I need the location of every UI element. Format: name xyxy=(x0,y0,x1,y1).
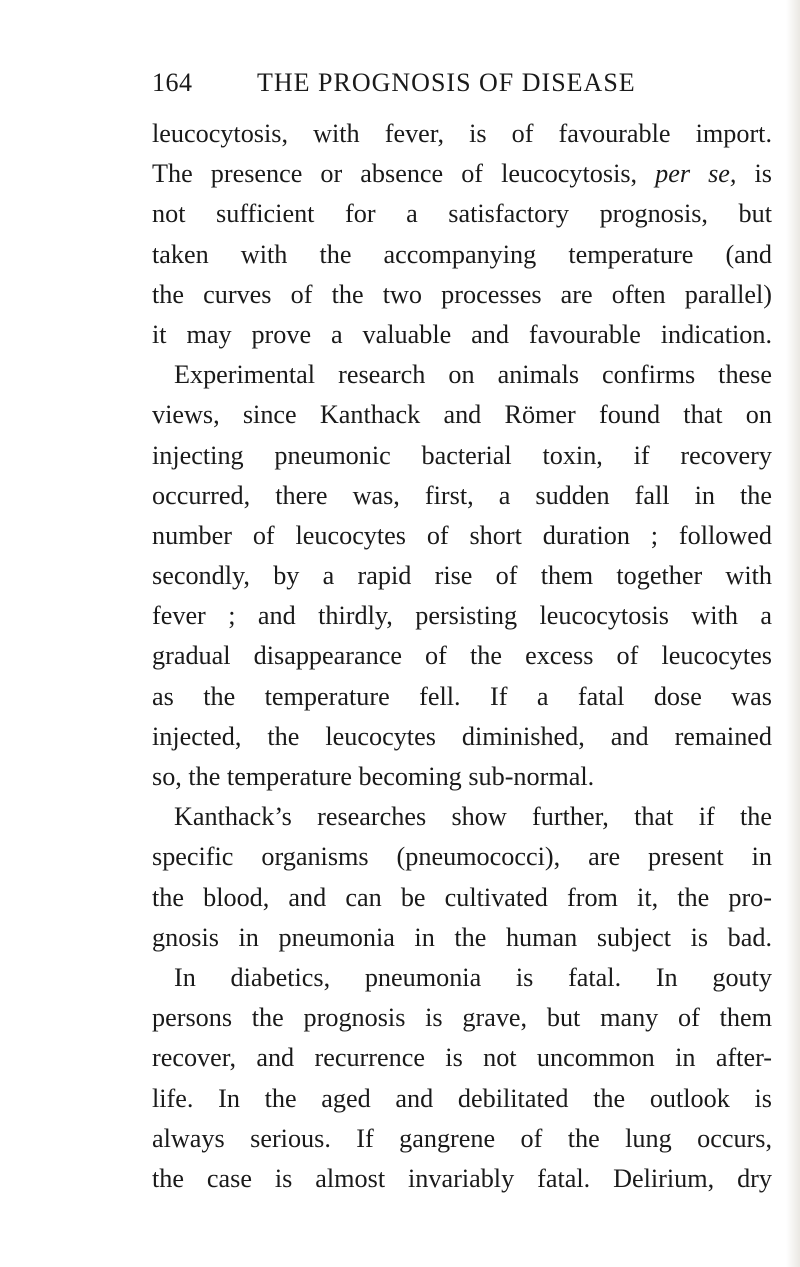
text-line: not sufficient for a satisfactory prognosis, but xyxy=(152,199,772,229)
page-number: 164 xyxy=(152,68,193,97)
text-line: Kanthack’s researches show further, that if the xyxy=(174,802,772,832)
book-page xyxy=(152,64,772,1199)
text-line: the blood, and can be cultivated from it, the pro- xyxy=(152,882,772,912)
text-line: always serious. If gangrene of the lung occurs, xyxy=(152,1123,772,1153)
text-line: the curves of the two processes are often parallel) xyxy=(152,279,772,309)
text-line xyxy=(152,154,772,194)
text-line: number of leucocytes of short duration ; followed xyxy=(152,520,772,550)
italic-phrase: per se, xyxy=(655,159,737,189)
text-segment: The presence or absence of leucocytosis, xyxy=(152,159,656,189)
text-line: recover, and recurrence is not uncommon in after- xyxy=(152,1043,772,1073)
text-line: specific organisms (pneumococci), are present in xyxy=(152,842,772,872)
running-title: THE PROGNOSIS OF DISEASE xyxy=(257,68,636,97)
text-line: the case is almost invariably fatal. Delirium, dry xyxy=(152,1163,772,1193)
text-line: injecting pneumonic bacterial toxin, if recovery xyxy=(152,440,772,470)
text-line: Experimental research on animals confirms these xyxy=(174,360,772,390)
text-line: occurred, there was, first, a sudden fall in the xyxy=(152,480,772,510)
text-line: secondly, by a rapid rise of them together with xyxy=(152,561,772,591)
text-line: leucocytosis, with fever, is of favourable import. xyxy=(152,119,772,148)
text-line: so, the temperature becoming sub-normal. xyxy=(152,762,595,791)
text-segment: is xyxy=(736,159,772,189)
text-line: gradual disappearance of the excess of leucocytes xyxy=(152,641,772,671)
text-line: views, since Kanthack and Römer found that on xyxy=(152,400,772,430)
text-line: persons the prognosis is grave, but many of them xyxy=(152,1003,772,1033)
text-line: it may prove a valuable and favourable indication. xyxy=(152,319,772,349)
body-text xyxy=(152,114,772,1199)
running-head xyxy=(152,64,772,114)
text-line: life. In the aged and debilitated the outlook is xyxy=(152,1083,772,1113)
text-line: fever ; and thirdly, persisting leucocytosis with a xyxy=(152,601,772,631)
text-line: injected, the leucocytes diminished, and remained xyxy=(152,721,772,751)
text-line: as the temperature fell. If a fatal dose was xyxy=(152,681,772,711)
text-line: gnosis in pneumonia in the human subject is bad. xyxy=(152,922,772,952)
text-line: taken with the accompanying temperature (and xyxy=(152,239,772,269)
page-edge-shadow xyxy=(786,0,800,1267)
text-line: In diabetics, pneumonia is fatal. In gouty xyxy=(174,962,772,992)
